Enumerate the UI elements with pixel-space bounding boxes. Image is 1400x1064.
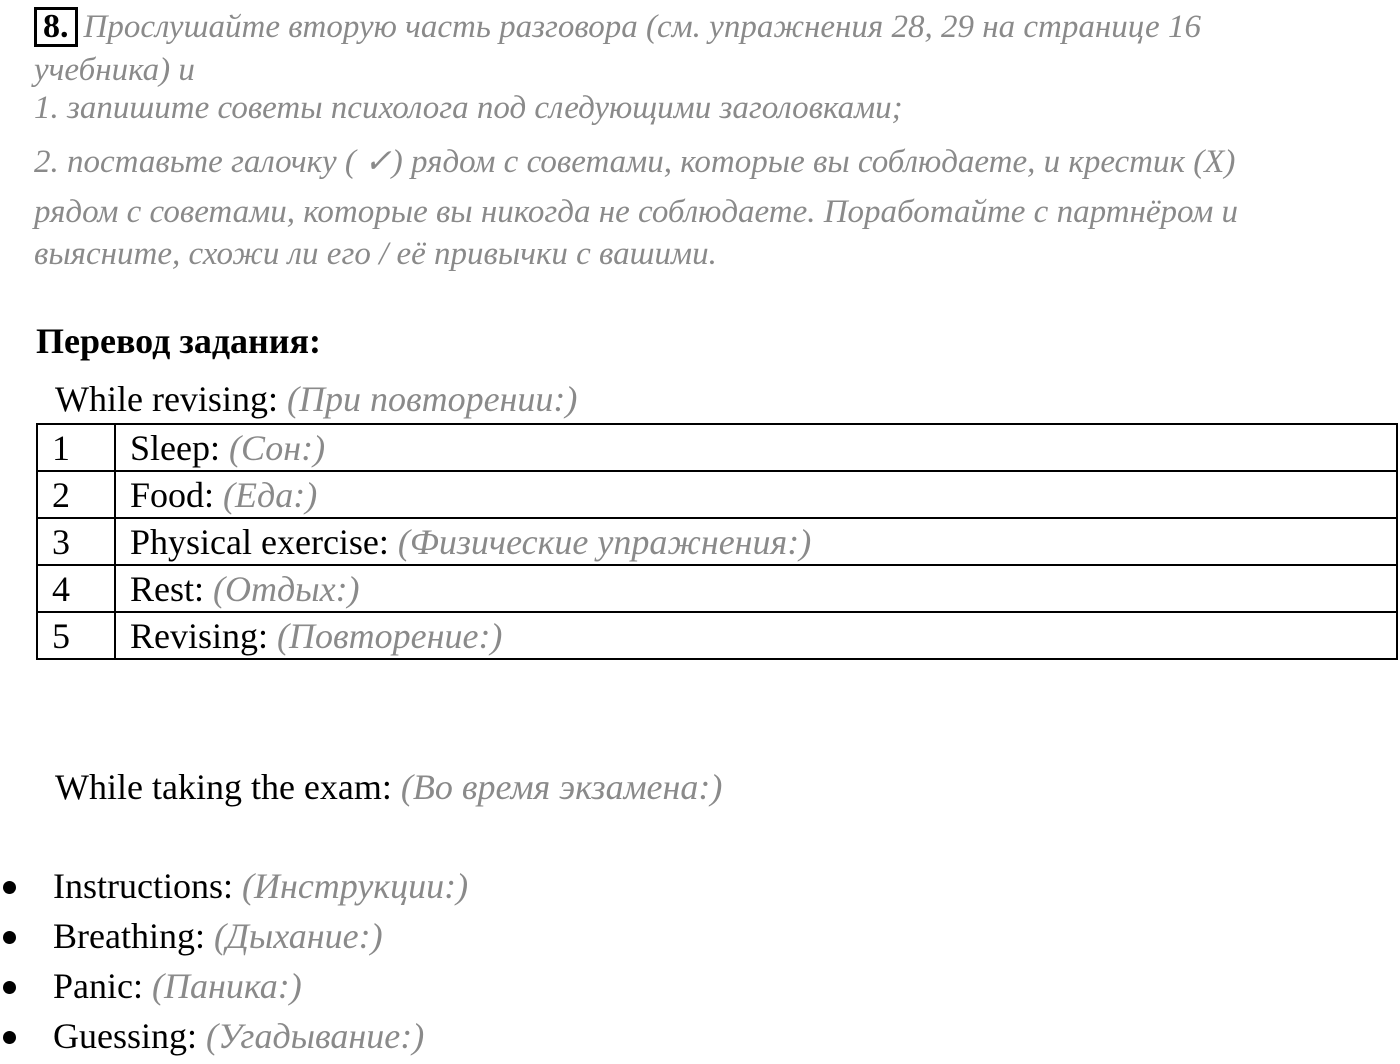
list-item: [0, 864, 468, 914]
revising-translation: (При повторении:): [286, 379, 578, 419]
task-line-2: учебника) и: [34, 52, 195, 88]
exam-heading: [55, 766, 722, 808]
revising-table: [36, 423, 1398, 660]
bullet-icon: [3, 931, 16, 944]
item-label: Breathing:: [53, 916, 205, 956]
row-label: Revising:: [130, 615, 269, 656]
table-row: [37, 471, 1397, 518]
task-line-1: Прослушайте вторую часть разговора (см. упражнения 28, 29 на странице 16: [83, 9, 1201, 45]
row-label: Sleep:: [130, 427, 220, 468]
row-text: [115, 565, 1397, 612]
item-translation: (Паника:): [151, 966, 302, 1006]
translation-heading: Перевод задания:: [36, 321, 321, 361]
revising-label: While revising:: [55, 379, 278, 419]
item-label: Instructions:: [53, 866, 233, 906]
row-text: [115, 612, 1397, 659]
list-item: [0, 1014, 468, 1064]
row-text: [115, 471, 1397, 518]
exam-list: [0, 864, 468, 1064]
task-line-3: 1. запишите советы психолога под следующими заголовками;: [34, 90, 903, 126]
task-instructions: [34, 6, 1374, 276]
item-label: Guessing:: [53, 1016, 197, 1056]
bullet-icon: [3, 1031, 16, 1044]
row-text: [115, 424, 1397, 471]
row-translation: (Еда:): [223, 474, 318, 515]
row-number: 2: [37, 471, 115, 518]
row-translation: (Сон:): [228, 427, 326, 468]
bullet-icon: [3, 881, 16, 894]
row-number: 3: [37, 518, 115, 565]
row-number: 1: [37, 424, 115, 471]
table-row: [37, 424, 1397, 471]
row-text: [115, 518, 1397, 565]
row-number: 4: [37, 565, 115, 612]
row-label: Rest:: [130, 568, 205, 609]
table-row: [37, 518, 1397, 565]
exam-translation: (Во время экзамена:): [400, 767, 723, 807]
item-label: Panic:: [53, 966, 143, 1006]
table-row: [37, 612, 1397, 659]
item-translation: (Дыхание:): [213, 916, 383, 956]
item-translation: (Угадывание:): [206, 1016, 425, 1056]
row-translation: (Повторение:): [277, 615, 503, 656]
list-item: [0, 964, 468, 1014]
exam-label: While taking the exam:: [55, 767, 392, 807]
row-label: Food:: [130, 474, 215, 515]
row-translation: (Физические упражнения:): [397, 521, 812, 562]
row-translation: (Отдых:): [213, 568, 360, 609]
list-item: [0, 914, 468, 964]
task-line-5: рядом с советами, которые вы никогда не соблюдаете. Поработайте с партнёром и: [34, 194, 1239, 230]
task-line-4: 2. поставьте галочку ( ✓) рядом с советами, которые вы соблюдаете, и крестик (X): [34, 144, 1236, 180]
task-line-6: выясните, схожи ли его / её привычки с вашими.: [34, 236, 717, 272]
row-number: 5: [37, 612, 115, 659]
revising-heading: [55, 378, 577, 420]
table-row: [37, 565, 1397, 612]
row-label: Physical exercise:: [130, 521, 389, 562]
exercise-number: 8.: [34, 7, 78, 47]
bullet-icon: [3, 981, 16, 994]
item-translation: (Инструкции:): [241, 866, 469, 906]
